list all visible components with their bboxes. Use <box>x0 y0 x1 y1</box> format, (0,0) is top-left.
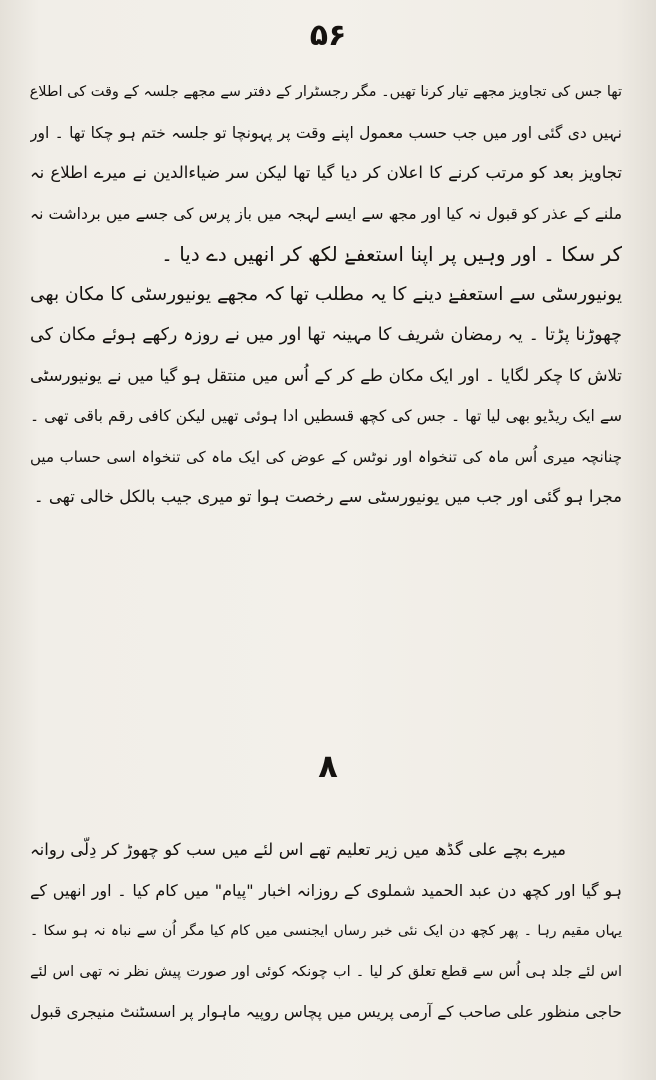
text-line: تجاویز بعد کو مرتب کرنے کا اعلان کر دیا گیا تھا لیکن سر ضیاءالدین نے میرے اطلاع نہ <box>30 163 622 182</box>
section-number: ۸ <box>318 747 338 785</box>
section-one-text <box>30 72 622 518</box>
text-line: ہو گیا اور کچھ دن عبد الحمید شملوی کے روزانہ اخبار "پیام" میں کام کیا ۔ اور انھیں کے <box>30 880 622 900</box>
text-line: حاجی منظور علی صاحب کے آرمی پریس میں پچاس روپیہ ماہوار پر اسسٹنٹ منیجری قبول <box>30 1003 622 1021</box>
page-number: ۵۶ <box>309 18 347 53</box>
text-line: کر سکا ۔ اور وہیں پر اپنا استعفےٰ لکھ کر انھیں دے دیا ۔ <box>161 242 622 266</box>
text-line: یہاں مقیم رہا ۔ پھر کچھ دن ایک نئی خبر رساں ایجنسی میں کام کیا مگر اُن سے نباہ نہ ہو سکا ۔ <box>30 923 622 939</box>
text-line: چنانچہ میری اُس ماہ کی تنخواہ اور نوٹس کے عوض کی ایک ماہ کی تنخواہ اسی حساب میں <box>30 447 622 466</box>
text-line: نہیں دی گئی اور میں جب حسب معمول اپنے وقت پر پہونچا تو جلسہ ختم ہو چکا تھا ۔ اور <box>30 123 622 142</box>
text-line: میرے بچے علی گڈھ میں زیر تعلیم تھے اس لئے میں سب کو چھوڑ کر دِلّی روانہ <box>30 840 566 859</box>
text-line: مجرا ہو گئی اور جب میں یونیورسٹی سے رخصت ہوا تو میری جیب بالکل خالی تھی ۔ <box>33 487 622 506</box>
text-line: اس لئے جلد ہی اُس سے قطع تعلق کر لیا ۔ اب چونکہ کوئی اور صورت پیش نظر نہ تھی اس لئے <box>30 963 622 980</box>
text-line: چھوڑنا پڑتا ۔ یہ رمضان شریف کا مہینہ تھا اور میں نے روزہ رکھے ہوئے مکان کی <box>30 325 622 345</box>
text-line: ملنے کے عذر کو قبول نہ کیا اور مجھ سے ایسے لہجہ میں باز پرس کی جسے میں برداشت نہ <box>30 204 622 223</box>
text-line: سے ایک ریڈیو بھی لیا تھا ۔ جس کی کچھ قسطیں ادا ہوئی تھیں لیکن کافی رقم باقی تھی ۔ <box>30 407 622 425</box>
text-line: یونیورسٹی سے استعفےٰ دینے کا یہ مطلب تھا کہ مجھے یونیورسٹی کا مکان بھی <box>30 283 622 305</box>
text-line: تلاش کا چکر لگایا ۔ اور ایک مکان طے کر کے اُس میں منتقل ہو گیا میں نے یونیورسٹی <box>30 365 622 385</box>
section-two-text <box>30 830 622 1033</box>
text-line: تھا جس کی تجاویز مجھے تیار کرنا تھیں۔ مگر رجسٹرار کے دفتر سے مجھے جلسہ کے وقت کی اطلاع <box>30 84 622 100</box>
